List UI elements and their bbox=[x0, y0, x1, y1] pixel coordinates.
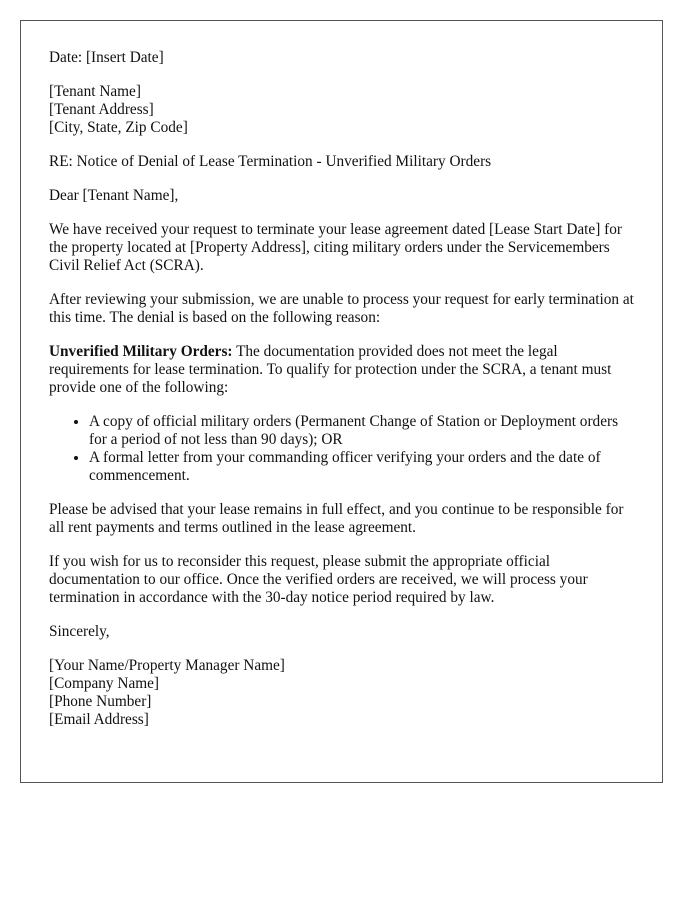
requirements-list bbox=[49, 413, 634, 485]
paragraph-reason bbox=[49, 343, 634, 397]
salutation: Dear [Tenant Name], bbox=[49, 187, 179, 204]
signature-phone: [Phone Number] bbox=[49, 693, 152, 710]
letter bbox=[20, 20, 663, 783]
reason-label: Unverified Military Orders: bbox=[49, 343, 233, 360]
closing: Sincerely, bbox=[49, 623, 110, 640]
signature-block bbox=[49, 657, 634, 729]
date-line: Date: [Insert Date] bbox=[49, 49, 164, 66]
list-item: • A formal letter from your commanding officer verifying your orders and the date of commencement. bbox=[89, 449, 634, 485]
signature-email: [Email Address] bbox=[49, 711, 149, 728]
recipient-name: [Tenant Name] bbox=[49, 83, 141, 100]
recipient-address: [Tenant Address] bbox=[49, 101, 154, 118]
paragraph-lease-effect: Please be advised that your lease remains in full effect, and you continue to be responsible for all rent payments and terms outlined in the lease agreement. bbox=[49, 501, 624, 536]
list-item: • A copy of official military orders (Permanent Change of Station or Deployment orders for a period of not less than 90 days); OR bbox=[89, 413, 634, 449]
signature-company: [Company Name] bbox=[49, 675, 160, 692]
recipient-city: [City, State, Zip Code] bbox=[49, 119, 188, 136]
signature-name: [Your Name/Property Manager Name] bbox=[49, 657, 285, 674]
paragraph-request: We have received your request to terminate your lease agreement dated [Lease Start Date] for the property located at [Property Address], citing military orders under the Servicemembers Civil Relief Act (SCRA). bbox=[49, 221, 622, 274]
subject-line: RE: Notice of Denial of Lease Termination - Unverified Military Orders bbox=[49, 153, 492, 170]
paragraph-denial: After reviewing your submission, we are unable to process your request for early termination at this time. The denial is based on the following reason: bbox=[49, 291, 634, 326]
paragraph-reconsider: If you wish for us to reconsider this request, please submit the appropriate official documentation to our office. Once the verified orders are received, we will process your termination in accordance with the 30-day notice period required by law. bbox=[49, 553, 588, 606]
recipient-block bbox=[49, 83, 634, 137]
reason-text: The documentation provided does not meet the legal requirements for lease termination. To qualify for protection under the SCRA, a tenant must provide one of the following: bbox=[49, 343, 612, 396]
